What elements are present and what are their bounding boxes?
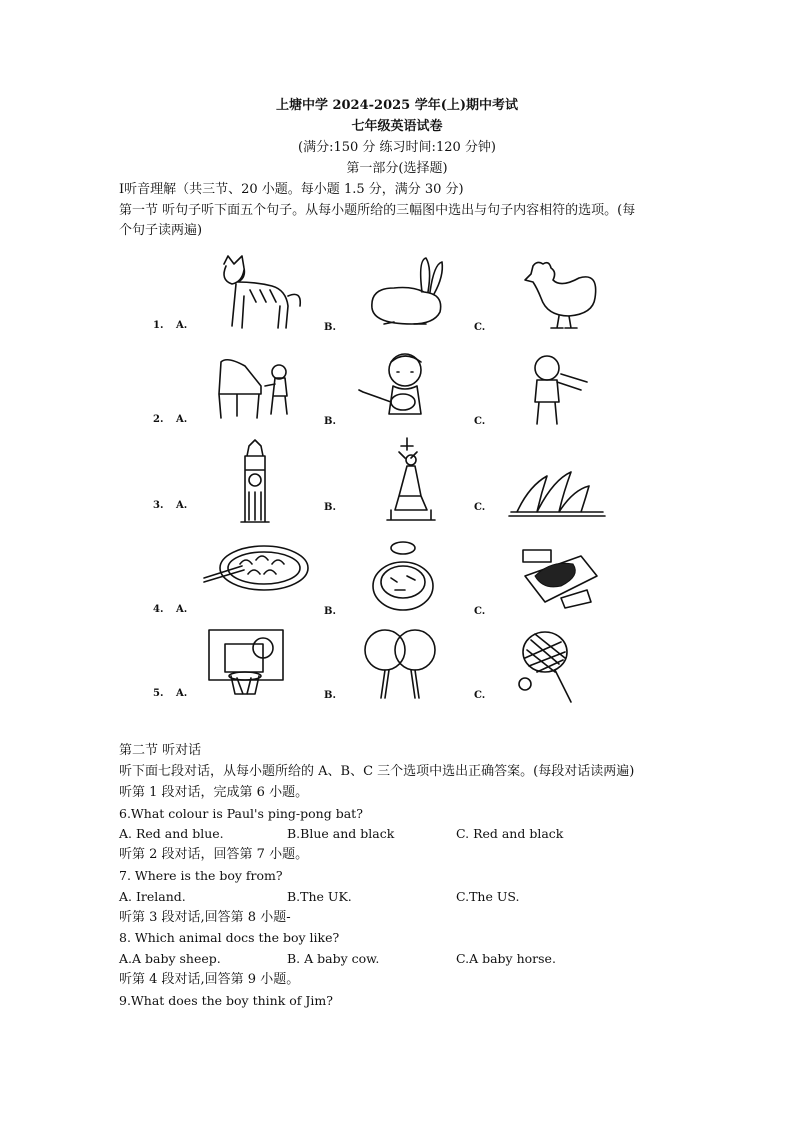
question-number: 4.: [153, 604, 164, 615]
option-label-c[interactable]: C.: [474, 322, 486, 333]
option-a[interactable]: A. Ireland.: [119, 889, 186, 904]
listening-picture-grid: [119, 244, 611, 736]
question-number: 3.: [153, 500, 164, 511]
option-b[interactable]: B.The UK.: [287, 889, 352, 904]
part-heading: 第一部分(选择题): [346, 161, 448, 176]
option-c[interactable]: C. Red and black: [456, 826, 564, 841]
section2-instruction: 听下面七段对话，从每小题所给的 A、B、C 三个选项中选出正确答案。(每段对话读两遍): [119, 764, 635, 779]
option-label-a[interactable]: A.: [176, 320, 188, 331]
option-label-a[interactable]: A.: [176, 500, 188, 511]
question-6: 6.What colour is Paul's ping-pong bat?: [119, 806, 363, 821]
question-number: 1.: [153, 320, 164, 331]
option-b[interactable]: B.Blue and black: [287, 826, 395, 841]
option-label-c[interactable]: C.: [474, 416, 486, 427]
option-a[interactable]: A.A baby sheep.: [119, 951, 221, 966]
question-9: 9.What does the boy think of Jim?: [119, 993, 333, 1008]
option-label-c[interactable]: C.: [474, 690, 486, 701]
section1-instruction-line2: 个句子读两遍): [119, 223, 203, 238]
option-c[interactable]: C.A baby horse.: [456, 951, 556, 966]
option-label-b[interactable]: B.: [324, 416, 336, 427]
section2-heading: 第二节 听对话: [119, 743, 202, 758]
question-number: 5.: [153, 688, 164, 699]
section1-instruction-line1: 第一节 听句子听下面五个句子。从每小题所给的三幅图中选出与句子内容相符的选项。(每: [119, 203, 636, 218]
dialogue-intro: 听第 1 段对话，完成第 6 小题。: [119, 785, 309, 800]
option-label-c[interactable]: C.: [474, 606, 486, 617]
option-b[interactable]: B. A baby cow.: [287, 951, 380, 966]
exam-subtitle: 七年级英语试卷: [351, 119, 443, 134]
option-label-c[interactable]: C.: [474, 502, 486, 513]
option-label-a[interactable]: A.: [176, 414, 188, 425]
option-label-b[interactable]: B.: [324, 502, 336, 513]
exam-title: 上塘中学 2024-2025 学年(上)期中考试: [275, 98, 519, 113]
score-time-info: (满分:150 分 练习时间:120 分钟): [298, 140, 496, 155]
question-7: 7. Where is the boy from?: [119, 868, 283, 883]
option-label-b[interactable]: B.: [324, 322, 336, 333]
option-label-a[interactable]: A.: [176, 604, 188, 615]
section1-heading: I听音理解（共三节、20 小题。每小题 1.5 分，满分 30 分): [119, 182, 464, 197]
dialogue-intro: 听第 3 段对话,回答第 8 小题-: [119, 910, 291, 925]
question-8: 8. Which animal docs the boy like?: [119, 930, 340, 945]
dialogue-intro: 听第 2 段对话，回答第 7 小题。: [119, 847, 309, 862]
question-number: 2.: [153, 414, 164, 425]
option-label-a[interactable]: A.: [176, 688, 188, 699]
dialogue-intro: 听第 4 段对话,回答第 9 小题。: [119, 972, 300, 987]
option-label-b[interactable]: B.: [324, 606, 336, 617]
option-a[interactable]: A. Red and blue.: [119, 826, 224, 841]
option-c[interactable]: C.The US.: [456, 889, 520, 904]
option-label-b[interactable]: B.: [324, 690, 336, 701]
